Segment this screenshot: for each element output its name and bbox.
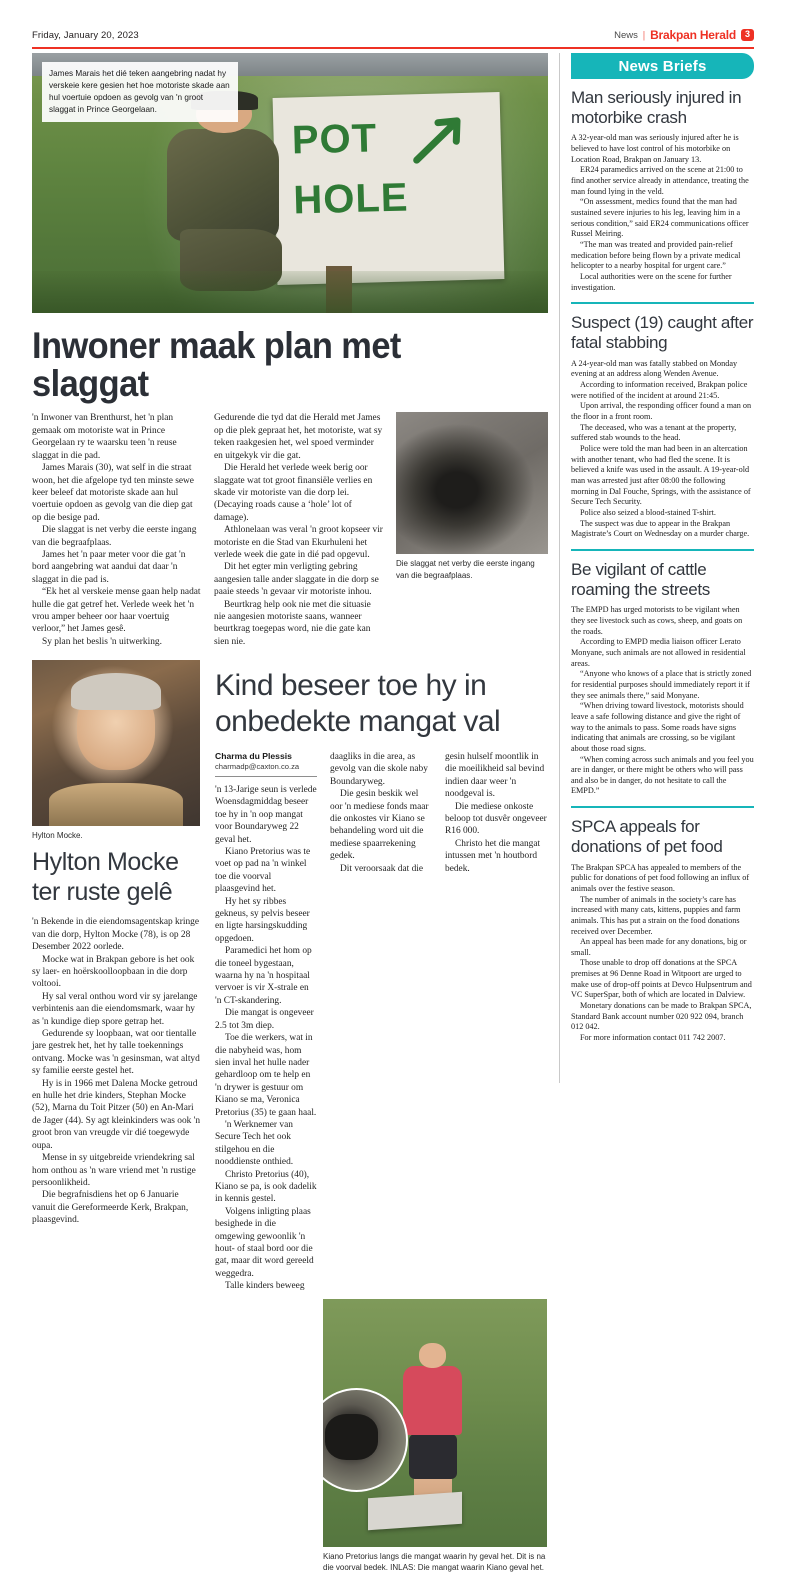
paragraph: 'n Werknemer van Secure Tech het ook stilgehou en die nooddienste onthied. xyxy=(215,1119,294,1168)
paragraph: The deceased, who was a tenant at the property, suffered stab wounds to the head. xyxy=(571,422,737,443)
paragraph: 'n 13-Jarige seun is verlede Woensdagmiddag beseer toe hy in 'n oop mangat voor Boundaryweg 22 geval het. xyxy=(215,784,317,845)
byline-email: charmadp@caxton.co.za xyxy=(215,761,300,771)
lead-photo-pothole-sign xyxy=(32,53,548,313)
lead-headline: Inwoner maak plan met slaggat xyxy=(32,325,401,404)
brief-separator xyxy=(571,302,754,304)
manhole-photo-caption: Kiano Pretorius langs die mangat waarin hy geval het. Dit is na die voorval bedek. INLAS: Die mangat waarin Kiano geval het. xyxy=(323,1551,546,1572)
paragraph: 'n Inwoner van Brenthurst, het 'n plan gemaak om motoriste wat in Prince Georgelaan ry te waarsku teen 'n reuse slaggat in die pad. xyxy=(32,413,177,461)
obituary-photo-hylton-mocke xyxy=(32,660,200,826)
news-briefs-sidebar xyxy=(571,53,754,1044)
manhole-body-col-3 xyxy=(445,751,547,875)
paragraph: “On assessment, medics found that the man had sustained severe injuries to his leg, leaving him in a serious condition,” said ER24 communications officer Russel Meiring. xyxy=(571,197,749,239)
byline-author: Charma du Plessis xyxy=(215,750,292,761)
paragraph: The Brakpan SPCA has appealed to members of the public for donations of pet food following an influx of animals over the festive season. xyxy=(571,862,750,893)
photo-hair xyxy=(71,673,162,710)
brief-headline: Be vigilant of cattle roaming the streets xyxy=(571,559,710,599)
arrow-icon xyxy=(400,107,483,173)
manhole-col-1 xyxy=(215,751,317,1293)
lower-section-row xyxy=(32,660,548,1573)
paragraph: “Ek het al verskeie mense gaan help nadat hulle die gat getref het. Verlede week het 'n vrou amper beheer oor haar voertuig verloor,” het James gesê. xyxy=(32,587,201,635)
paragraph: Local authorities were on the scene for further investigation. xyxy=(571,271,732,292)
paragraph: Upon arrival, the responding officer found a man on the floor in a front room. xyxy=(571,401,752,421)
lead-photo-column xyxy=(396,412,548,648)
paragraph: The EMPD has urged motorists to be vigilant when they see livestock such as cows, sheep, and goats on the roads. xyxy=(571,605,743,636)
paragraph: Die mediese onkoste beloop tot dusvêr ongeveer R16 000. xyxy=(445,801,547,837)
photo-boy-head xyxy=(419,1343,446,1367)
paragraph: Christo Pretorius (40), Kiano se pa, is ook dadelik in kennis gestel. xyxy=(215,1169,317,1205)
paragraph: daagliks in die area, as gevolg van die skole naby Boundaryweg. xyxy=(330,751,428,787)
brief-separator xyxy=(571,549,754,551)
photo-grass-foreground xyxy=(32,271,548,313)
lead-body-row xyxy=(32,412,548,648)
news-briefs-banner xyxy=(571,53,754,79)
paragraph: “Anyone who knows of a place that is strictly zoned for residential purposes should immediately report it if they see animals there,” said Monyane. xyxy=(571,669,752,700)
paragraph: ER24 paramedics arrived on the scene at 21:00 to find another service already in attendance, treating the man found lying in the veld. xyxy=(571,165,749,196)
paragraph: Police were told the man had been in an altercation with another tenant, who had fled the scene. It is believed a knife was used in the assault. A 19-year-old man was arrested just after 08:00 the following morning in Dal Fouche, Springs, with the assistance of Secure Tech Security. xyxy=(571,443,751,507)
news-brief-item xyxy=(571,88,754,293)
paragraph: Those unable to drop off donations at the SPCA premises at 96 Denne Road in Witpoort are urged to make use of drop-off points at Devco Hulpsentrum and VC SuperSpar, both of which are located in Dalview. xyxy=(571,958,752,1000)
paragraph: According to EMPD media liaison officer Lerato Monyane, such animals are not allowed in residential areas. xyxy=(571,637,746,668)
paragraph: Dit veroorsaak dat die xyxy=(340,863,424,874)
manhole-photo-kiano xyxy=(323,1299,547,1547)
paragraph: “The man was treated and provided pain-relief medication before being flown by a private medical helicopter to a nearby hospital for urgent care.” xyxy=(571,240,741,271)
paragraph: Christo het die mangat intussen met 'n houtbord bedek. xyxy=(445,838,541,874)
page-number-badge: 3 xyxy=(741,29,754,41)
paragraph: The suspect was due to appear in the Brakpan Magistrate’s Court on Wednesday on a murder charge. xyxy=(571,518,750,539)
paragraph: 'n Bekende in die eiendomsagentskap kringe van die dorp, Hylton Mocke (78), is op 28 Desember 2022 oorlede. xyxy=(32,917,200,953)
paragraph: Athlonelaan was veral 'n groot kopseer vir motoriste en die Stad van Ekurhuleni het verlede week die gate in dié pad opgevul. xyxy=(214,525,383,560)
byline-rule xyxy=(215,776,317,777)
paragraph: Sy plan het beslis 'n uitwerking. xyxy=(42,636,162,647)
brief-body xyxy=(571,863,754,1044)
manhole-photo-block xyxy=(323,1299,548,1573)
masthead-right-group xyxy=(614,28,754,42)
paragraph: Hy het sy ribbes gekneus, sy pelvis beseer en ligte harsingskudding opgedoen. xyxy=(215,896,310,944)
brief-body xyxy=(571,605,754,797)
manhole-body-col-1 xyxy=(215,784,317,1293)
paragraph: James Marais (30), wat self in die straat woon, het die afgelope tyd ten minste sewe keer beleef dat motoriste skade aan hul voertuie opdoen as gevolg van die diep gat op die besige pad. xyxy=(32,463,194,523)
paragraph: Toe die werkers, wat in die nabyheid was, hom sien inval het hulle nader gehardloop om te help en 'n drywer is gestuur om Kiano se ma, Veronica Pretorius (35) te gaan haal. xyxy=(215,1033,317,1118)
masthead-rule xyxy=(32,47,754,49)
photo-inset-manhole xyxy=(323,1388,408,1492)
paragraph: Kiano Pretorius was te voet op pad na 'n winkel toe die voorval plaasgevind het. xyxy=(215,847,311,895)
manhole-body-row xyxy=(215,751,548,1293)
sign-text-line1: POT xyxy=(290,116,378,163)
paragraph: According to information received, Brakpan police were notified of the incident at around 21:45. xyxy=(571,380,748,400)
pothole-photo xyxy=(396,412,548,554)
paragraph: Die gesin beskik wel oor 'n mediese fonds maar die onkostes vir Kiano se behandeling word uit die mediese spaarrekening gedek. xyxy=(330,789,429,862)
paragraph: Mocke wat in Brakpan gebore is het ook sy laer- en hoërskoolloopbaan in die dorp voltooi. xyxy=(32,954,195,990)
photo-person-james xyxy=(156,95,290,287)
brief-body xyxy=(571,133,754,293)
brief-separator xyxy=(571,806,754,808)
brief-body xyxy=(571,359,754,540)
lead-photo-caption-overlay: James Marais het dié teken aangebring nadat hy verskeie kere gesien het hoe motoriste skade aan hul voertuie opdoen as gevolg van 'n groot slaggat in Prince Georgelaan. xyxy=(42,62,238,122)
paragraph: James het 'n paar meter voor die gat 'n bord aangebring wat aandui dat daar 'n slaggat in die pad is. xyxy=(32,549,186,585)
photo-boy xyxy=(399,1343,466,1517)
news-brief-item xyxy=(571,817,754,1044)
lead-body-col-1 xyxy=(32,412,201,648)
paragraph: gesin hulself moontlik in die moeilikheid sal bevind indien daar weer 'n noodgeval is. xyxy=(445,751,545,800)
paragraph: Gedurende die tyd dat die Herald met James op die plek gepraat het, het motoriste, wat sy teken raakgesien het, wel spoed verminder en uitgekyk vir die gat. xyxy=(214,413,383,461)
paragraph: Volgens inligting plaas besighede in die omgewing gewoonlik 'n hout- of staal bord oor die gat, maar dit word gereeld weggedra. xyxy=(215,1206,314,1279)
paragraph: An appeal has been made for any donations, big or small. xyxy=(571,937,747,957)
sign-text-line2: HOLE xyxy=(292,175,409,223)
photo-boy-shorts xyxy=(409,1434,457,1479)
paragraph: Police also seized a blood-stained T-shirt. xyxy=(580,507,716,517)
obituary-body xyxy=(32,916,202,1226)
column-divider xyxy=(559,53,560,1083)
paragraph: “When coming across such animals and you feel you are in danger, or there might be others who will pass and also be in danger, do not hesitate to call the EMPD.” xyxy=(571,754,754,796)
news-brief-item xyxy=(571,313,754,540)
manhole-col-3 xyxy=(445,751,547,1293)
photo-boy-shirt xyxy=(403,1366,462,1435)
paragraph: Paramedici het hom op die toneel bygestaan, waarna hy na 'n hospitaal vervoer is vir X-strale en 'n CT-skandering. xyxy=(215,946,312,1006)
manhole-headline: Kind beseer toe hy in onbedekte mangat val xyxy=(215,669,501,738)
brief-headline: SPCA appeals for donations of pet food xyxy=(571,817,723,856)
photo-collar xyxy=(49,783,183,826)
lead-body-col-2 xyxy=(214,412,383,648)
publication-title: Brakpan Herald xyxy=(650,28,736,42)
photo-manhole-cover-slab xyxy=(368,1491,462,1530)
paragraph: Hy is in 1966 met Dalena Mocke getroud en hulle het drie kinders, Stephan Mocke (52), Marna du Toit Pitzer (50) en An-Mari de Jager (44). Sy agt kleinkinders was ook 'n groot bron van vreugde vir dié toegewyde oupa. xyxy=(32,1078,201,1151)
paragraph: Gedurende sy loopbaan, wat oor tientalle jare gestrek het, het hy talle toekennings ontvang. Mocke was 'n gesinsman, wat altyd sy familie eerste gestel het. xyxy=(32,1029,200,1077)
brief-headline: Man seriously injured in motorbike crash xyxy=(571,88,742,127)
manhole-article xyxy=(215,660,548,1573)
paragraph: Monetary donations can be made to Brakpan SPCA, Standard Bank account number 020 922 094, branch 012 042. xyxy=(571,1001,752,1032)
obituary-article xyxy=(32,660,202,1573)
paragraph: Hy sal veral onthou word vir sy jarelange verbintenis aan die eiendomsmark, waar hy as 'n kundige diep spore getrap het. xyxy=(32,991,198,1027)
masthead-divider: | xyxy=(642,29,646,41)
paragraph: Die begrafnisdiens het op 6 Januarie vanuit die Gereformeerde Kerk, Brakpan, plaasgevind. xyxy=(32,1190,189,1226)
masthead-section-label: News xyxy=(614,29,638,41)
manhole-col-2 xyxy=(330,751,432,1293)
paragraph: A 24-year-old man was fatally stabbed on Monday evening at an address along Wenden Avenue. xyxy=(571,358,738,379)
paragraph: For more information contact 011 742 2007. xyxy=(580,1033,726,1043)
manhole-body-col-2 xyxy=(330,751,432,875)
paragraph: “When driving toward livestock, motorists should leave a safe following distance and give the right of way to the animals to pass. Some roads have signs indicating that animals are crossing, so be vigilant about those road signs. xyxy=(571,701,744,753)
pothole-photo-caption: Die slaggat net verby die eerste ingang van die begraafplaas. xyxy=(396,559,535,580)
pothole-sign-board xyxy=(272,92,504,285)
news-brief-item xyxy=(571,560,754,797)
main-content-column xyxy=(32,53,548,1573)
paragraph: The number of animals in the society’s care has increased with many cats, kittens, puppies and farm animals. This has put a strain on the food donations received over December. xyxy=(571,894,741,936)
obituary-photo-caption: Hylton Mocke. xyxy=(32,831,83,841)
person-body xyxy=(167,129,280,241)
obituary-headline: Hylton Mocke ter ruste gelê xyxy=(32,848,179,907)
paragraph: Die Herald het verlede week berig oor slaggate wat tot groot finansiële verlies en skade vir motoriste van die dorp lei. (Decaying roads cause a ‘hole’ lot of damage). xyxy=(214,463,373,523)
paragraph: Beurtkrag help ook nie met die situasie nie aangesien motoriste saans, wanneer beurtkrag toegepas word, nie die gate kan sien nie. xyxy=(214,599,371,647)
masthead-date: Friday, January 20, 2023 xyxy=(32,30,139,41)
paragraph: A 32-year-old man was seriously injured after he is believed to have lost control of his motorbike on Location Road, Brakpan on January 13. xyxy=(571,133,739,164)
paragraph: Dit het egter min verligting gebring aangesien talle ander slaggate in die dorp se paaie steeds 'n gevaar vir motoriste inhou. xyxy=(214,562,379,598)
paragraph: Mense in sy uitgebreide vriendekring sal hom onthou as 'n ware vriend met 'n rustige persoonlikheid. xyxy=(32,1153,196,1188)
news-briefs-banner-label: News Briefs xyxy=(618,57,707,75)
paragraph: Talle kinders beweeg xyxy=(225,1281,305,1292)
paragraph: Die slaggat is net verby die eerste ingang van die begraafplaas. xyxy=(32,525,197,548)
paragraph: Die mangat is ongeveer 2.5 tot 3m diep. xyxy=(215,1008,314,1031)
brief-headline: Suspect (19) caught after fatal stabbing xyxy=(571,313,754,352)
